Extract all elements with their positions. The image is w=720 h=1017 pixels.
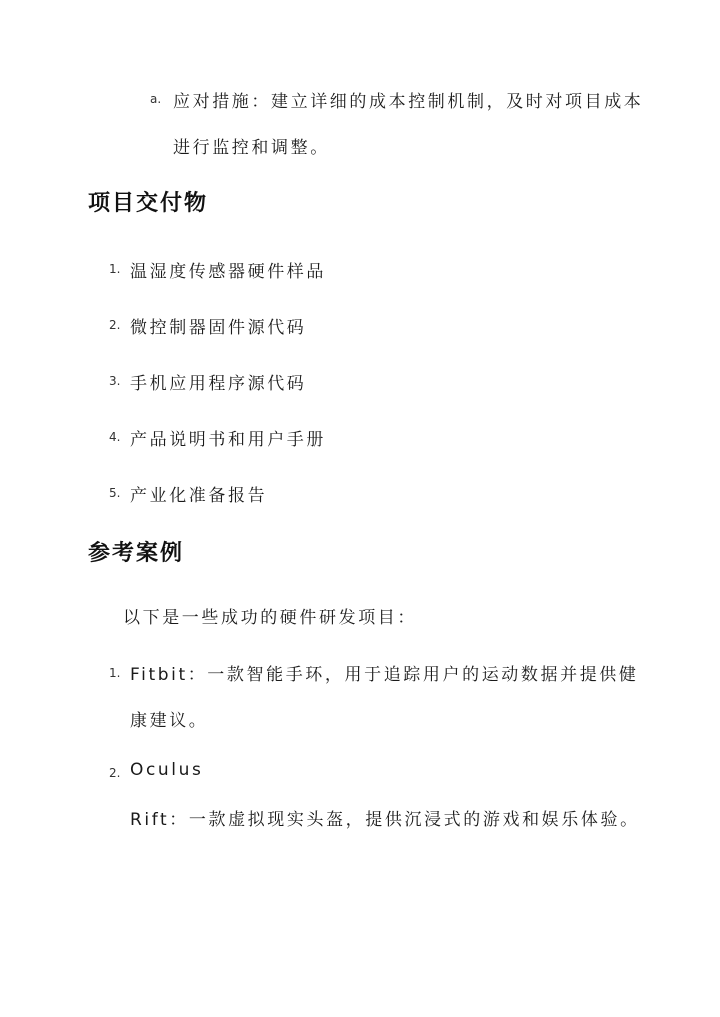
- deliverable-item: 微控制器固件源代码: [130, 318, 307, 338]
- deliverable-item: 产业化准备报告: [130, 486, 268, 506]
- case-item-line-1: Fitbit：一款智能手环，用于追踪用户的运动数据并提供健: [130, 665, 639, 685]
- cases-intro: 以下是一些成功的硬件研发项目：: [123, 608, 417, 628]
- section-heading-deliverables: 项目交付物: [88, 190, 209, 216]
- risk-measure-line-2: 进行监控和调整。: [173, 138, 330, 158]
- list-marker: 3.: [109, 374, 121, 388]
- section-heading-cases: 参考案例: [88, 540, 185, 566]
- list-marker: 2.: [109, 766, 121, 780]
- case-item-line-2: 康建议。: [130, 711, 209, 731]
- case-item-line-2: Rift：一款虚拟现实头盔，提供沉浸式的游戏和娱乐体验。: [130, 810, 640, 830]
- list-marker: 2.: [109, 318, 121, 332]
- deliverable-item: 温湿度传感器硬件样品: [130, 262, 326, 282]
- deliverable-item: 产品说明书和用户手册: [130, 430, 326, 450]
- list-marker: 1.: [109, 666, 121, 680]
- risk-measure-line-1: 应对措施：建立详细的成本控制机制，及时对项目成本: [173, 92, 644, 112]
- list-marker: a.: [150, 92, 162, 106]
- list-marker: 1.: [109, 262, 121, 276]
- case-item-line-1: Oculus: [130, 760, 204, 780]
- list-marker: 4.: [109, 430, 121, 444]
- list-marker: 5.: [109, 486, 121, 500]
- deliverable-item: 手机应用程序源代码: [130, 374, 307, 394]
